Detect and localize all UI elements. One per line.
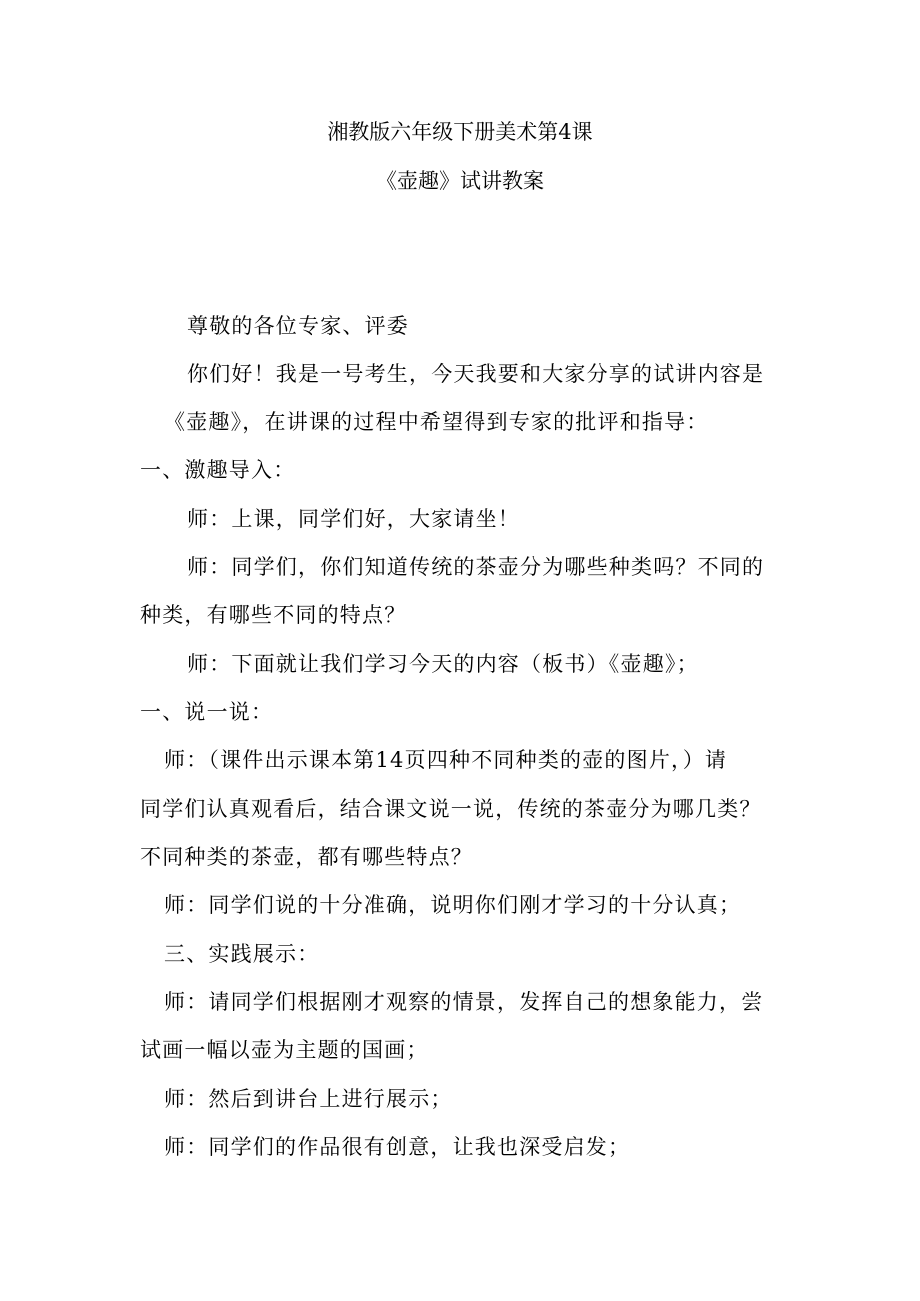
paragraph-line: 师：上课，同学们好，大家请坐！ [187,507,520,531]
salutation-line: 尊敬的各位专家、评委 [187,314,409,338]
paragraph-line: 同学们认真观看后，结合课文说一说，传统的茶壶分为哪几类？ [140,797,762,821]
paragraph-line: 《壶趣》，在讲课的过程中希望得到专家的批评和指导： [164,410,709,434]
section-heading: 三、实践展示： [164,942,320,966]
section-heading: 一、激趣导入： [140,458,296,482]
document-title: 湘教版六年级下册美术第4课 [327,120,593,144]
paragraph-line: 师：同学们说的十分准确，说明你们刚才学习的十分认真； [164,893,742,917]
paragraph-line: 不同种类的茶壶，都有哪些特点？ [140,845,473,869]
paragraph-line: 试画一幅以壶为主题的国画； [140,1038,429,1062]
section-heading: 一、说一说： [140,700,274,724]
paragraph-line: 师：请同学们根据刚才观察的情景，发挥自己的想象能力，尝 [164,990,764,1014]
paragraph-line: 种类，有哪些不同的特点？ [140,603,407,627]
paragraph-line: 师：然后到讲台上进行展示； [164,1087,453,1111]
document-subtitle: 《壶趣》试讲教案 [376,169,544,193]
paragraph-line: 师：（课件出示课本第14页四种不同种类的壶的图片，）请 [164,748,728,772]
paragraph-line: 师：同学们的作品很有创意，让我也深受启发； [164,1135,631,1159]
paragraph-line: 师：下面就让我们学习今天的内容（板书）《壶趣》； [187,652,699,676]
paragraph-line: 师：同学们，你们知道传统的茶壶分为哪些种类吗？不同的 [187,555,765,579]
paragraph-line: 你们好！我是一号考生，今天我要和大家分享的试讲内容是 [187,362,765,386]
